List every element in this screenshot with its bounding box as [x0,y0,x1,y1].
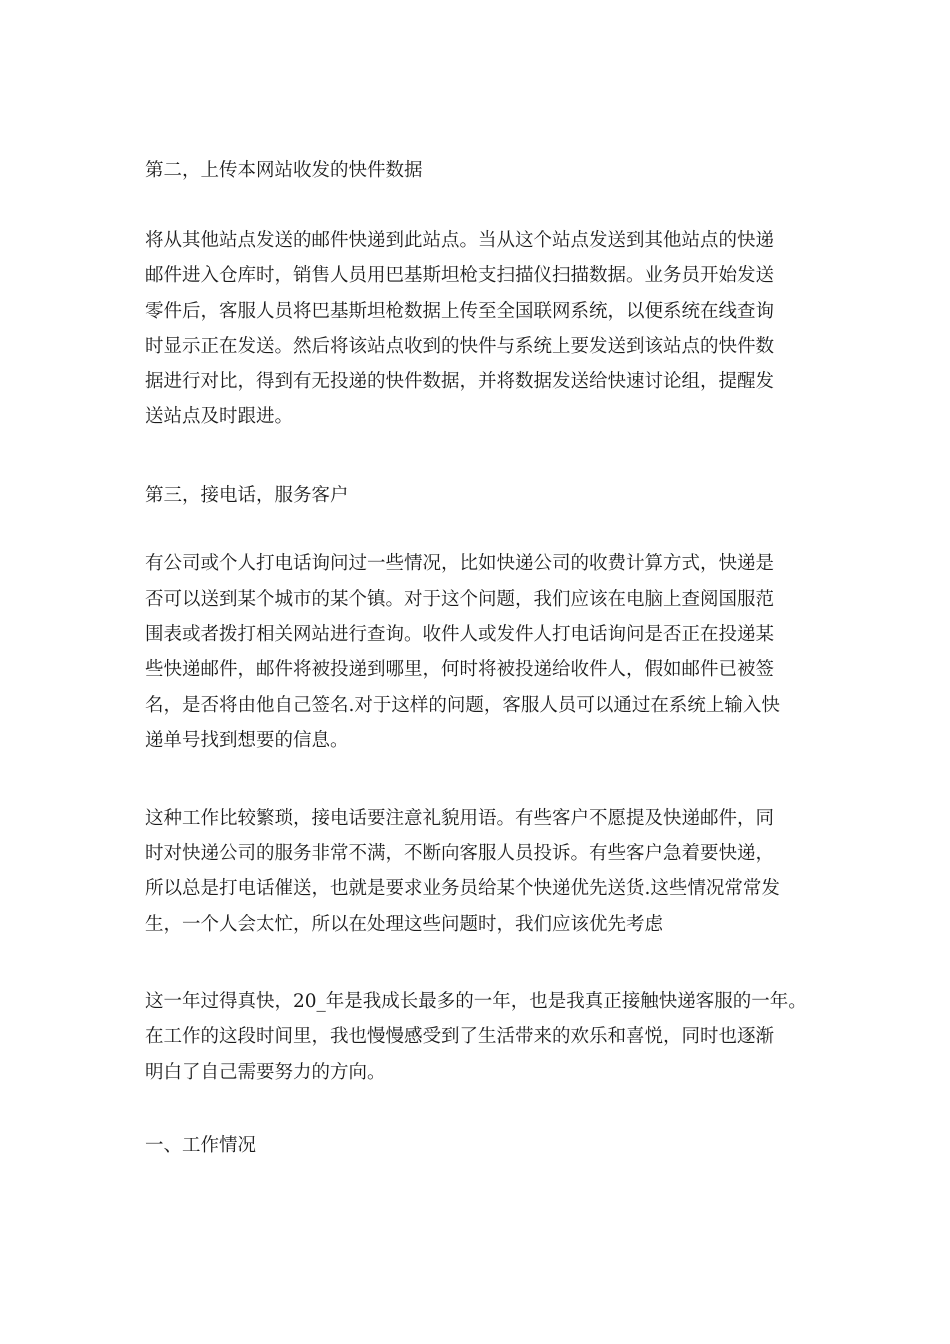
section-heading-work-status: 一、工作情况 [145,1135,257,1156]
paragraph-line: 邮件进入仓库时，销售人员用巴基斯坦枪支扫描仪扫描数据。业务员开始发送 [145,265,775,286]
paragraph-line: 有公司或个人打电话询问过一些情况，比如快递公司的收费计算方式，快递是 [145,553,775,574]
paragraph-line: 零件后，客服人员将巴基斯坦枪数据上传至全国联网系统，以便系统在线查询 [145,301,775,322]
paragraph-line: 围表或者拨打相关网站进行查询。收件人或发件人打电话询问是否正在投递某 [145,624,775,645]
paragraph-line: 否可以送到某个城市的某个镇。对于这个问题，我们应该在电脑上查阅国服范 [145,589,775,610]
paragraph-line: 名，是否将由他自己签名.对于这样的问题，客服人员可以通过在系统上输入快 [145,695,780,716]
paragraph-line: 这一年过得真快，20_年是我成长最多的一年，也是我真正接触快递客服的一年。 [145,991,807,1012]
paragraph-line: 递单号找到想要的信息。 [145,730,349,751]
paragraph-line: 时对快递公司的服务非常不满，不断向客服人员投诉。有些客户急着要快递， [145,843,775,864]
paragraph-line: 送站点及时跟进。 [145,406,294,427]
paragraph-line: 时显示正在发送。然后将该站点收到的快件与系统上要发送到该站点的快件数 [145,336,775,357]
paragraph-line: 生，一个人会太忙，所以在处理这些问题时，我们应该优先考虑 [145,914,664,935]
paragraph-line: 所以总是打电话催送，也就是要求业务员给某个快递优先送货.这些情况常常发 [145,878,780,899]
paragraph-line: 在工作的这段时间里，我也慢慢感受到了生活带来的欢乐和喜悦，同时也逐渐 [145,1026,775,1047]
paragraph-line: 这种工作比较繁琐，接电话要注意礼貌用语。有些客户不愿提及快递邮件，同 [145,808,775,829]
paragraph-line: 明白了自己需要努力的方向。 [145,1062,386,1083]
section-heading-phone-service: 第三，接电话，服务客户 [145,485,349,506]
paragraph-line: 据进行对比，得到有无投递的快件数据，并将数据发送给快速讨论组，提醒发 [145,371,775,392]
section-heading-upload: 第二，上传本网站收发的快件数据 [145,160,423,181]
paragraph-line: 些快递邮件，邮件将被投递到哪里，何时将被投递给收件人，假如邮件已被签 [145,659,775,680]
paragraph-line: 将从其他站点发送的邮件快递到此站点。当从这个站点发送到其他站点的快递 [145,230,775,251]
